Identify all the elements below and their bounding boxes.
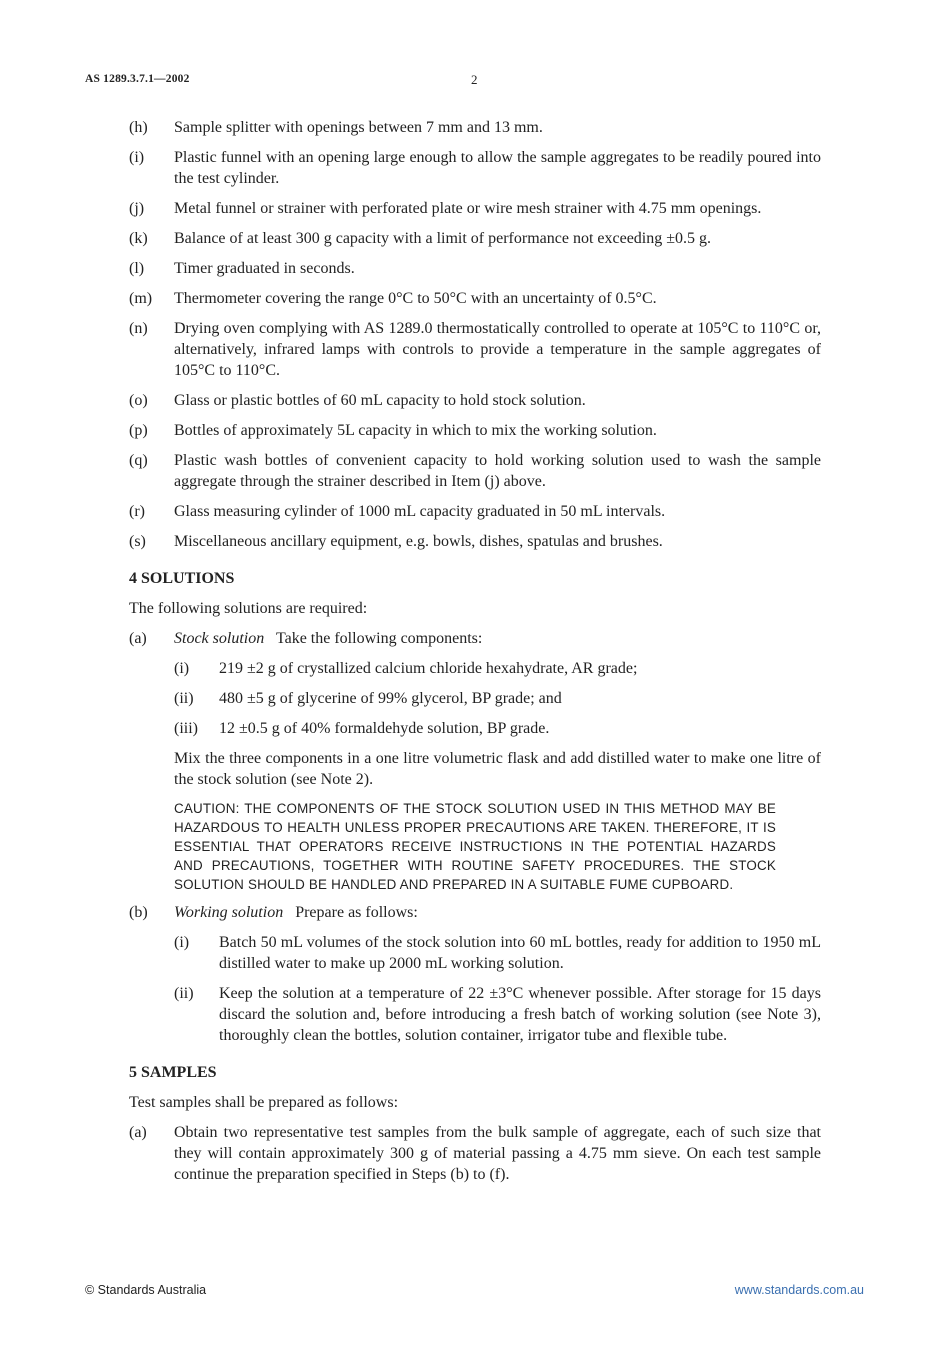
- list-item: (j) Metal funnel or strainer with perforated plate or wire mesh strainer with 4.75 mm openings.: [129, 200, 762, 217]
- caution-note: CAUTION: THE COMPONENTS OF THE STOCK SOLUTION USED IN THIS METHOD MAY BE HAZARDOUS TO HEALTH UNLESS PROPER PRECAUTIONS ARE TAKEN. THEREFORE, IT IS ESSENTIAL THAT OPERATORS RECEIVE INSTRUCTIONS IN THE POTENTIAL HAZARDS AND PRECAUTIONS, TOGETHER WITH ROUTINE SAFETY PROCEDURES. THE STOCK SOLUTION SHOULD BE HANDLED AND PREPARED IN A SUITABLE FUME CUPBOARD.: [174, 801, 776, 892]
- page-body: [129, 117, 821, 1194]
- list-item: (o) Glass or plastic bottles of 60 mL capacity to hold stock solution.: [129, 392, 586, 409]
- list-item: (b) Working solution Prepare as follows:: [129, 904, 418, 921]
- list-item: (p) Bottles of approximately 5L capacity in which to mix the working solution.: [129, 422, 657, 439]
- step-list: [174, 932, 821, 1046]
- document-id: AS 1289.3.7.1—2002: [85, 73, 190, 85]
- list-item: (i) 219 ±2 g of crystallized calcium chloride hexahydrate, AR grade;: [174, 660, 638, 677]
- section-heading-samples: 5 SAMPLES: [129, 1064, 217, 1081]
- item-title: Stock solution: [174, 630, 265, 647]
- mix-instructions: Mix the three components in a one litre volumetric flask and add distilled water to make one litre of the stock solution (see Note 2).: [174, 750, 821, 788]
- list-item: (i) Batch 50 mL volumes of the stock solution into 60 mL bottles, ready for addition to 1950 mL distilled water to make up 2000 mL working solution.: [174, 934, 821, 972]
- equipment-list: [129, 117, 821, 552]
- section-heading-solutions: 4 SOLUTIONS: [129, 570, 235, 587]
- list-item: (a) Obtain two representative test samples from the bulk sample of aggregate, each of such size that they will contain approximately 300 g of material passing a 4.75 mm sieve. On each test sample continue the preparation specified in Steps (b) to (f).: [129, 1124, 821, 1183]
- list-item: (q) Plastic wash bottles of convenient capacity to hold working solution used to wash the sample aggregate through the strainer described in Item (j) above.: [129, 452, 821, 490]
- list-item: (r) Glass measuring cylinder of 1000 mL capacity graduated in 50 mL intervals.: [129, 503, 666, 520]
- list-item: (s) Miscellaneous ancillary equipment, e.g. bowls, dishes, spatulas and brushes.: [129, 533, 663, 550]
- section-intro: Test samples shall be prepared as follows:: [129, 1094, 399, 1111]
- copyright-notice: © Standards Australia: [85, 1283, 207, 1297]
- component-list: [174, 658, 821, 739]
- list-item: (h) Sample splitter with openings between 7 mm and 13 mm.: [129, 119, 543, 136]
- list-item: (l) Timer graduated in seconds.: [129, 260, 355, 277]
- section-intro: The following solutions are required:: [129, 600, 368, 617]
- list-item: (a) Stock solution Take the following components:: [129, 630, 483, 647]
- list-item: (ii) 480 ±5 g of glycerine of 99% glycerol, BP grade; and: [174, 690, 562, 707]
- list-item: (m) Thermometer covering the range 0°C to 50°C with an uncertainty of 0.5°C.: [129, 290, 657, 307]
- website-link[interactable]: www.standards.com.au: [734, 1283, 864, 1297]
- list-item: (n) Drying oven complying with AS 1289.0 thermostatically controlled to operate at 105°C to 110°C or, alternatively, infrared lamps with controls to provide a temperature in the sample aggregates of 105°C to 110°C.: [129, 320, 821, 379]
- list-item: (ii) Keep the solution at a temperature of 22 ±3°C whenever possible. After storage for 15 days discard the solution and, before introducing a fresh batch of working solution (see Note 3), thoroughly clean the bottles, solution container, irrigator tube and flexible tube.: [174, 985, 821, 1044]
- page-number: 2: [471, 72, 478, 87]
- list-item: (i) Plastic funnel with an opening large enough to allow the sample aggregates to be readily poured into the test cylinder.: [129, 149, 821, 187]
- item-title: Working solution: [174, 904, 284, 921]
- list-item: (k) Balance of at least 300 g capacity with a limit of performance not exceeding ±0.5 g.: [129, 230, 712, 247]
- list-item: (iii) 12 ±0.5 g of 40% formaldehyde solution, BP grade.: [174, 720, 550, 737]
